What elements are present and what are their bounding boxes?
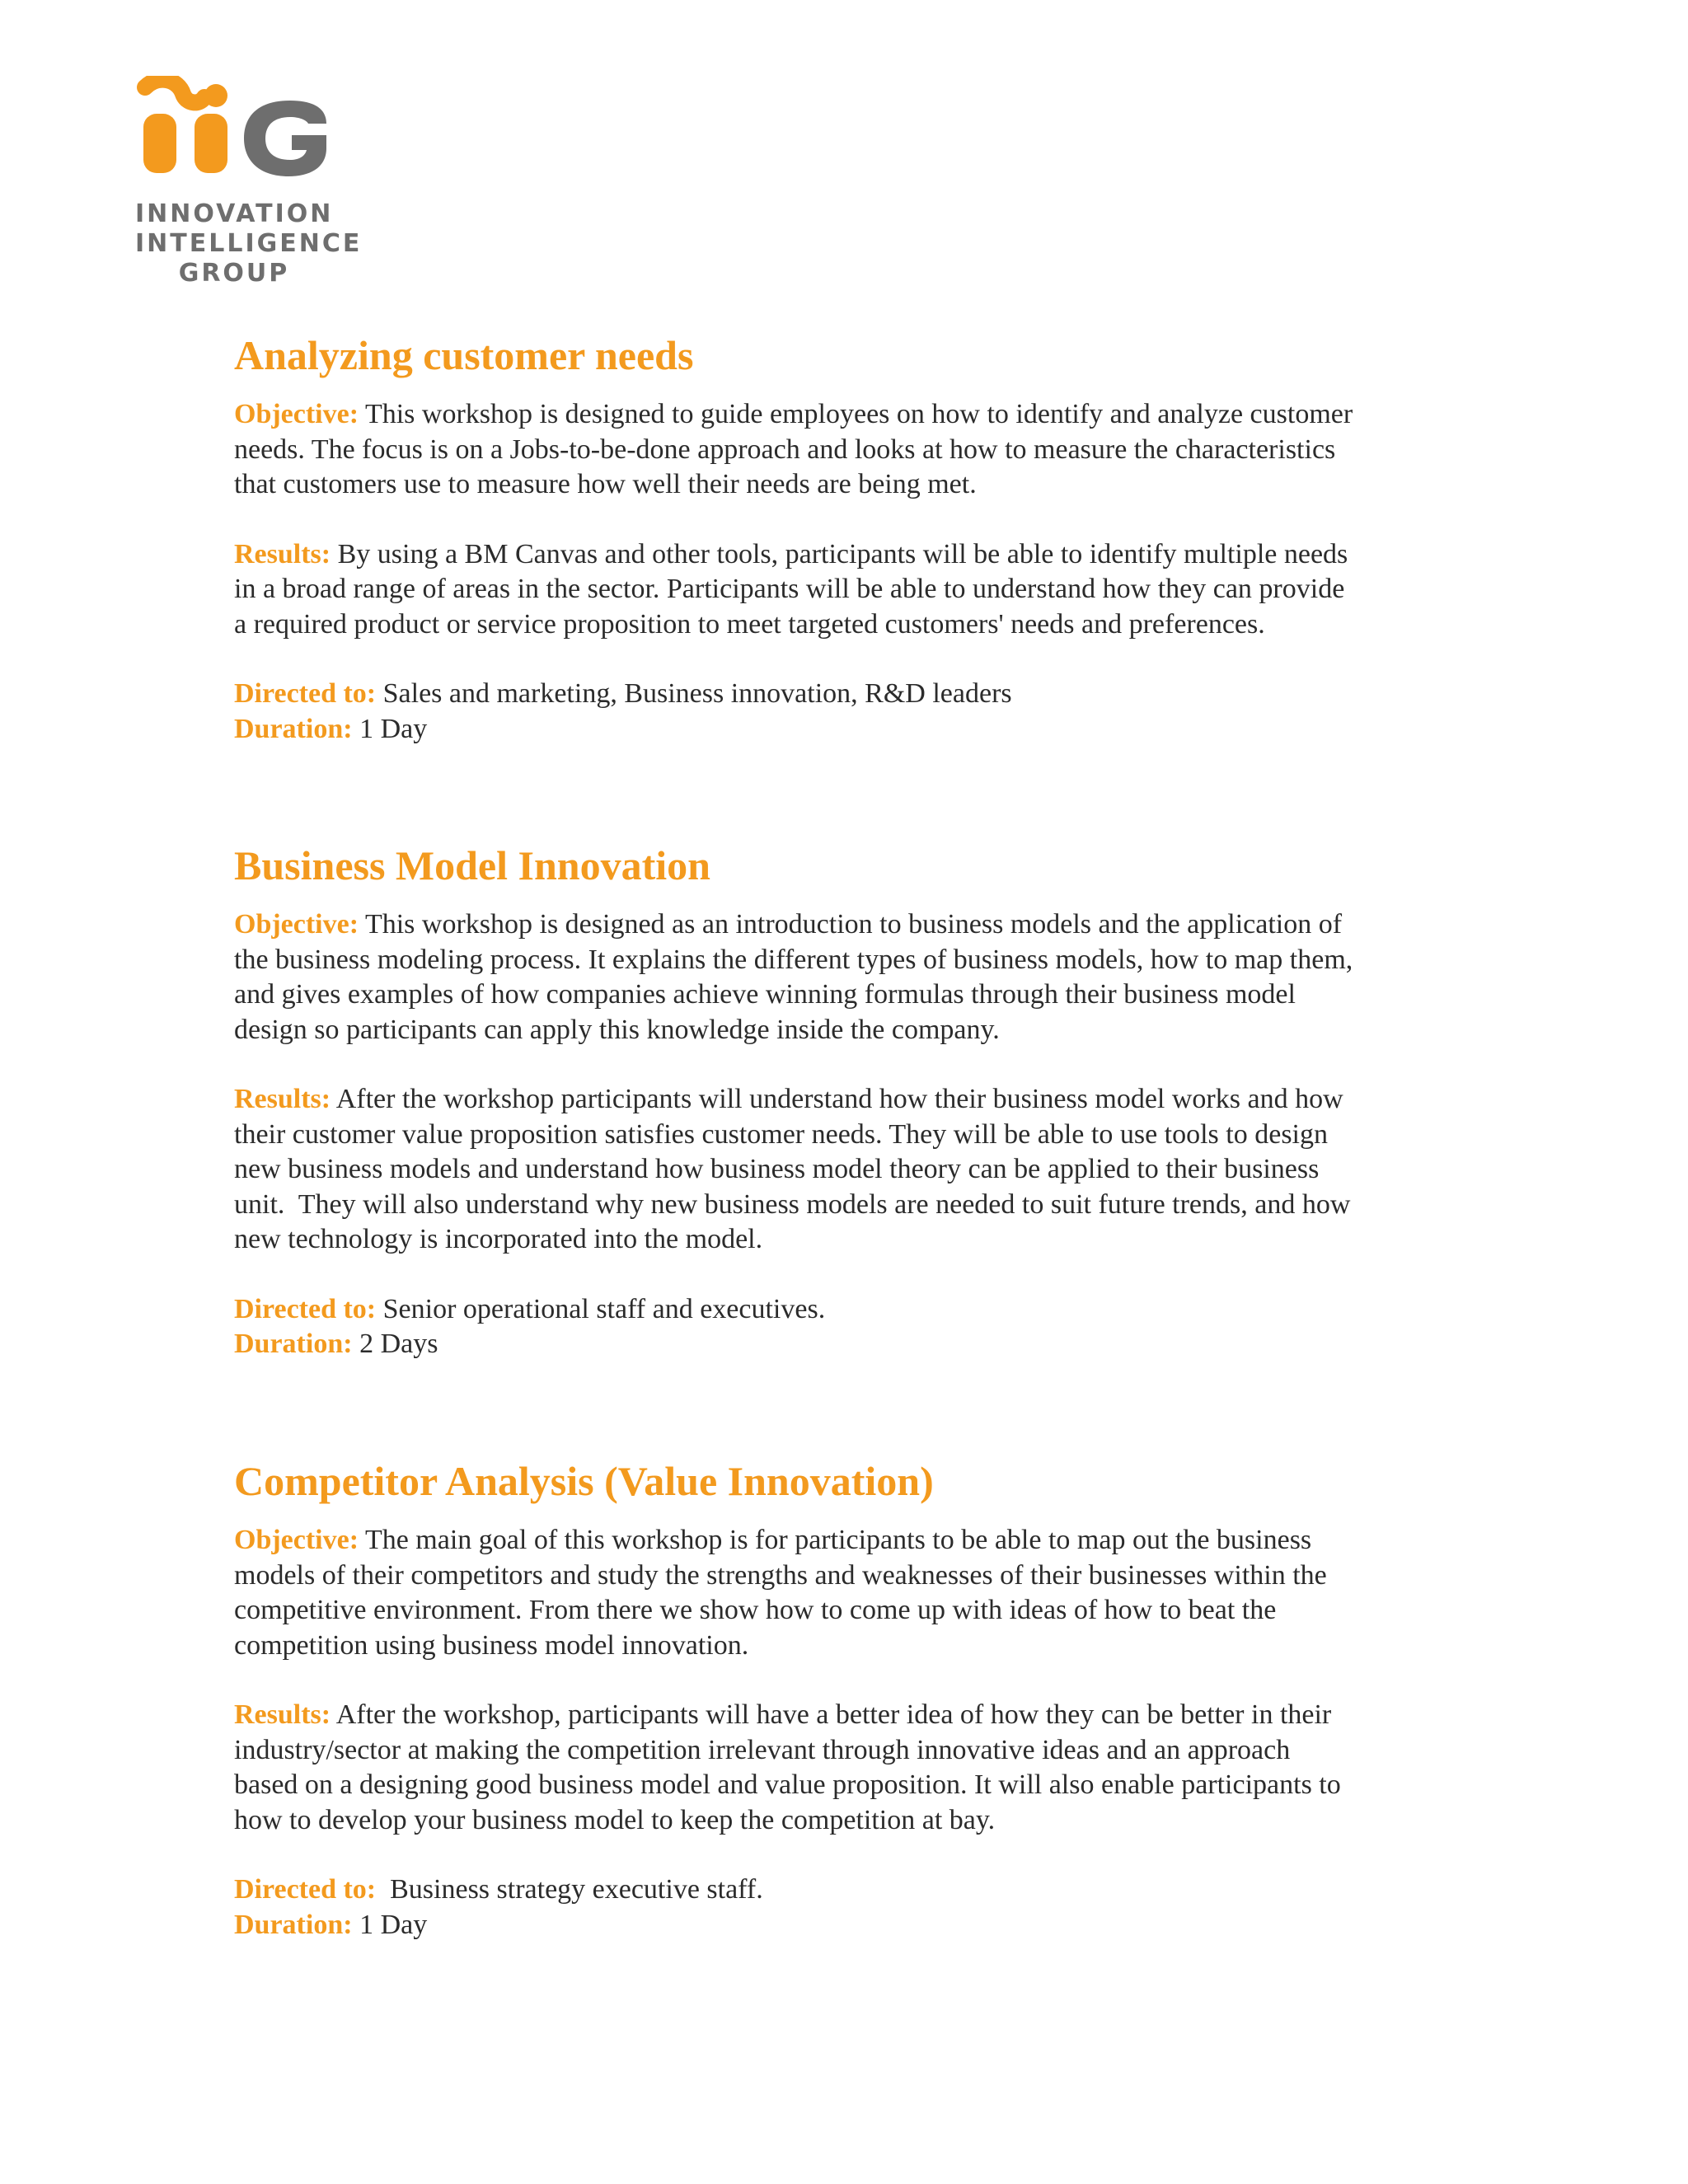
results-text: industry/sector at making the competition irrelevant through innovative ideas and an approach xyxy=(234,1734,1291,1765)
results-label: Results: xyxy=(234,1699,331,1730)
objective-text: competition using business model innovation. xyxy=(234,1629,749,1661)
objective-text: design so participants can apply this knowledge inside the company. xyxy=(234,1014,1000,1045)
results-text: After the workshop, participants will have a better idea of how they can be better in their xyxy=(335,1699,1332,1730)
workshop-section xyxy=(234,1455,1470,1943)
objective-text: This workshop is designed as an introduction to business models and the application of xyxy=(364,909,1343,940)
duration-label: Duration: xyxy=(234,1329,353,1359)
objective-label: Objective: xyxy=(234,1525,359,1555)
company-logo xyxy=(135,76,363,290)
objective-paragraph xyxy=(234,397,1470,503)
directed-text: Business strategy executive staff. xyxy=(382,1874,763,1905)
results-text: in a broad range of areas in the sector. Participants will be able to understand how they can provide xyxy=(234,574,1345,604)
directed-paragraph xyxy=(234,1872,1470,1943)
duration-label: Duration: xyxy=(234,713,353,744)
directed-label: Directed to: xyxy=(234,1874,377,1905)
logo-line: GROUP xyxy=(178,259,290,288)
results-text: new technology is incorporated into the model. xyxy=(234,1224,763,1254)
results-text: By using a BM Canvas and other tools, participants will be able to identify multiple needs xyxy=(337,538,1348,569)
section-title: Analyzing customer needs xyxy=(234,332,694,378)
logo-line: INTELLIGENCE xyxy=(135,229,363,258)
duration-label: Duration: xyxy=(234,1909,353,1940)
objective-text: and gives examples of how companies achieve winning formulas through their business model xyxy=(234,979,1296,1010)
logo-line: INNOVATION xyxy=(135,199,334,228)
results-text: After the workshop participants will understand how their business model works and how xyxy=(335,1084,1343,1114)
directed-text: Senior operational staff and executives. xyxy=(382,1293,826,1324)
results-paragraph xyxy=(234,1082,1470,1258)
section-title: Business Model Innovation xyxy=(234,842,710,888)
objective-text: This workshop is designed to guide employees on how to identify and analyze customer xyxy=(364,399,1353,429)
directed-label: Directed to: xyxy=(234,678,377,709)
results-text: new business models and understand how business model theory can be applied to their business xyxy=(234,1154,1320,1184)
objective-paragraph xyxy=(234,1523,1470,1663)
objective-paragraph xyxy=(234,907,1470,1047)
workshop-section xyxy=(234,330,1470,747)
results-label: Results: xyxy=(234,538,331,569)
results-paragraph xyxy=(234,1698,1470,1838)
results-paragraph xyxy=(234,537,1470,643)
directed-paragraph xyxy=(234,1292,1470,1362)
directed-label: Directed to: xyxy=(234,1293,377,1324)
results-text: their customer value proposition satisfies customer needs. They will be able to use tools to design xyxy=(234,1118,1328,1150)
directed-text: Sales and marketing, Business innovation, R&D leaders xyxy=(382,678,1012,709)
duration-text: 2 Days xyxy=(359,1329,438,1359)
results-text: unit. They will also understand why new business models are needed to suit future trends, and how xyxy=(234,1188,1351,1220)
section-title: Competitor Analysis (Value Innovation) xyxy=(234,1458,934,1504)
objective-text: models of their competitors and study the strengths and weaknesses of their businesses within the xyxy=(234,1559,1327,1591)
duration-text: 1 Day xyxy=(359,713,428,744)
directed-paragraph xyxy=(234,677,1470,747)
results-text: how to develop your business model to keep the competition at bay. xyxy=(234,1804,996,1835)
results-text: based on a designing good business model and value proposition. It will also enable participants to xyxy=(234,1769,1341,1800)
results-label: Results: xyxy=(234,1084,331,1114)
workshop-section xyxy=(234,840,1470,1362)
objective-text: that customers use to measure how well their needs are being met. xyxy=(234,469,977,499)
objective-text: competitive environment. From there we show how to come up with ideas of how to beat the xyxy=(234,1595,1277,1625)
results-text: a required product or service proposition to meet targeted customers' needs and preferences. xyxy=(234,608,1265,640)
objective-text: needs. The focus is on a Jobs-to-be-done approach and looks at how to measure the characteristics xyxy=(234,434,1336,465)
objective-text: the business modeling process. It explains the different types of business models, how to map them, xyxy=(234,944,1353,975)
objective-label: Objective: xyxy=(234,909,359,940)
duration-text: 1 Day xyxy=(359,1909,428,1940)
objective-label: Objective: xyxy=(234,399,359,429)
iig-logo-mark-icon xyxy=(135,76,333,183)
logo-wordmark xyxy=(135,199,363,288)
objective-text: The main goal of this workshop is for participants to be able to map out the business xyxy=(364,1525,1312,1555)
